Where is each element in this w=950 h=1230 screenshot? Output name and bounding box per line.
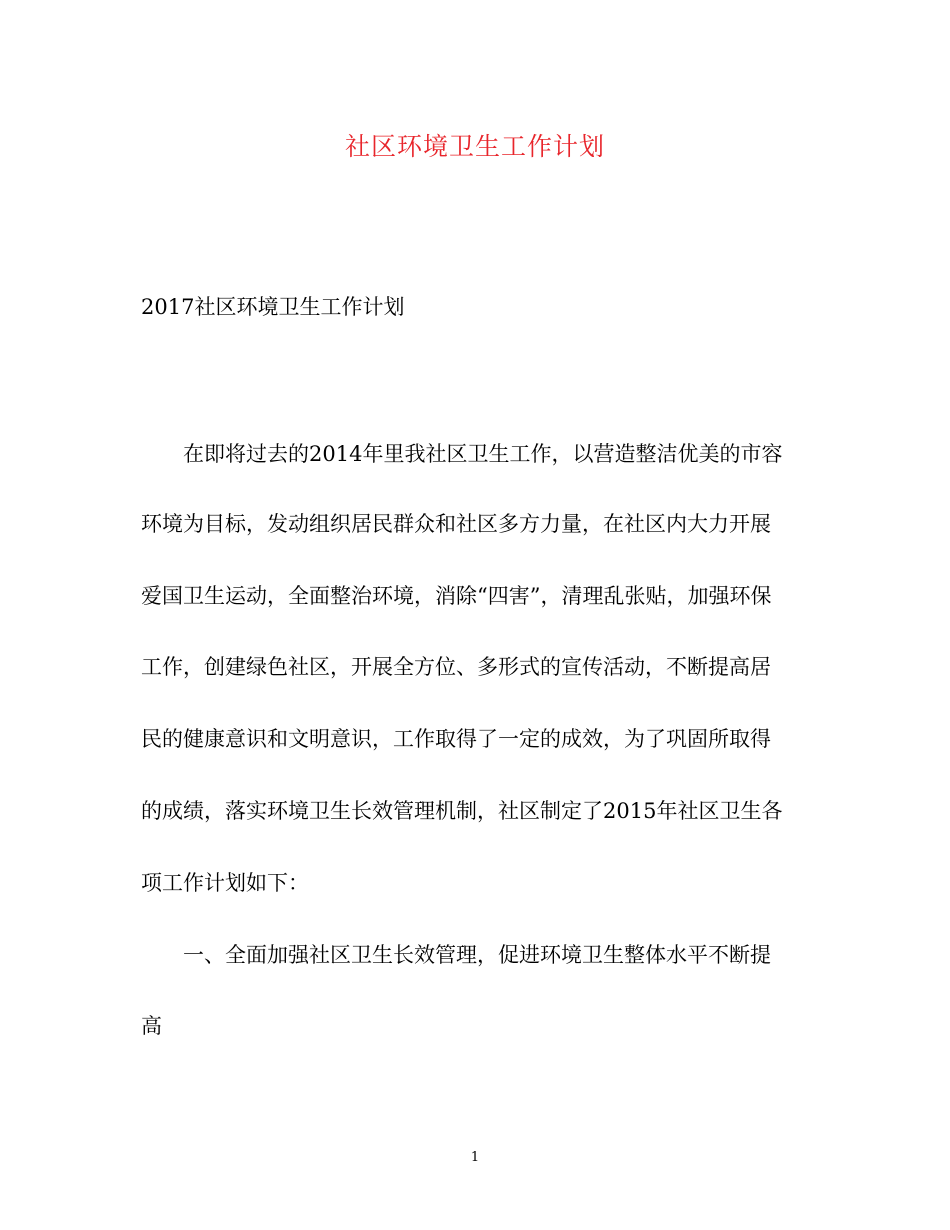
- paragraph-line: 一、全面加强社区卫生长效管理，促进环境卫生整体水平不断提: [183, 943, 771, 967]
- page-title: 社区环境卫生工作计划: [344, 132, 605, 161]
- document-subtitle: 2017社区环境卫生工作计划: [141, 295, 405, 319]
- paragraph-line: 的成绩，落实环境卫生长效管理机制，社区制定了2015年社区卫生各: [141, 799, 783, 823]
- paragraph-line: 项工作计划如下：: [141, 871, 309, 895]
- paragraph-line: 民的健康意识和文明意识，工作取得了一定的成效，为了巩固所取得: [141, 727, 771, 751]
- page-number: 1: [470, 1150, 480, 1165]
- paragraph-line: 爱国卫生运动，全面整治环境，消除“四害”，清理乱张贴，加强环保: [141, 584, 772, 608]
- paragraph-line: 在即将过去的2014年里我社区卫生工作，以营造整洁优美的市容: [183, 442, 783, 466]
- paragraph-line: 高: [141, 1014, 162, 1038]
- paragraph-line: 环境为目标，发动组织居民群众和社区多方力量，在社区内大力开展: [141, 512, 771, 536]
- paragraph-line: 工作，创建绿色社区，开展全方位、多形式的宣传活动，不断提高居: [141, 655, 771, 679]
